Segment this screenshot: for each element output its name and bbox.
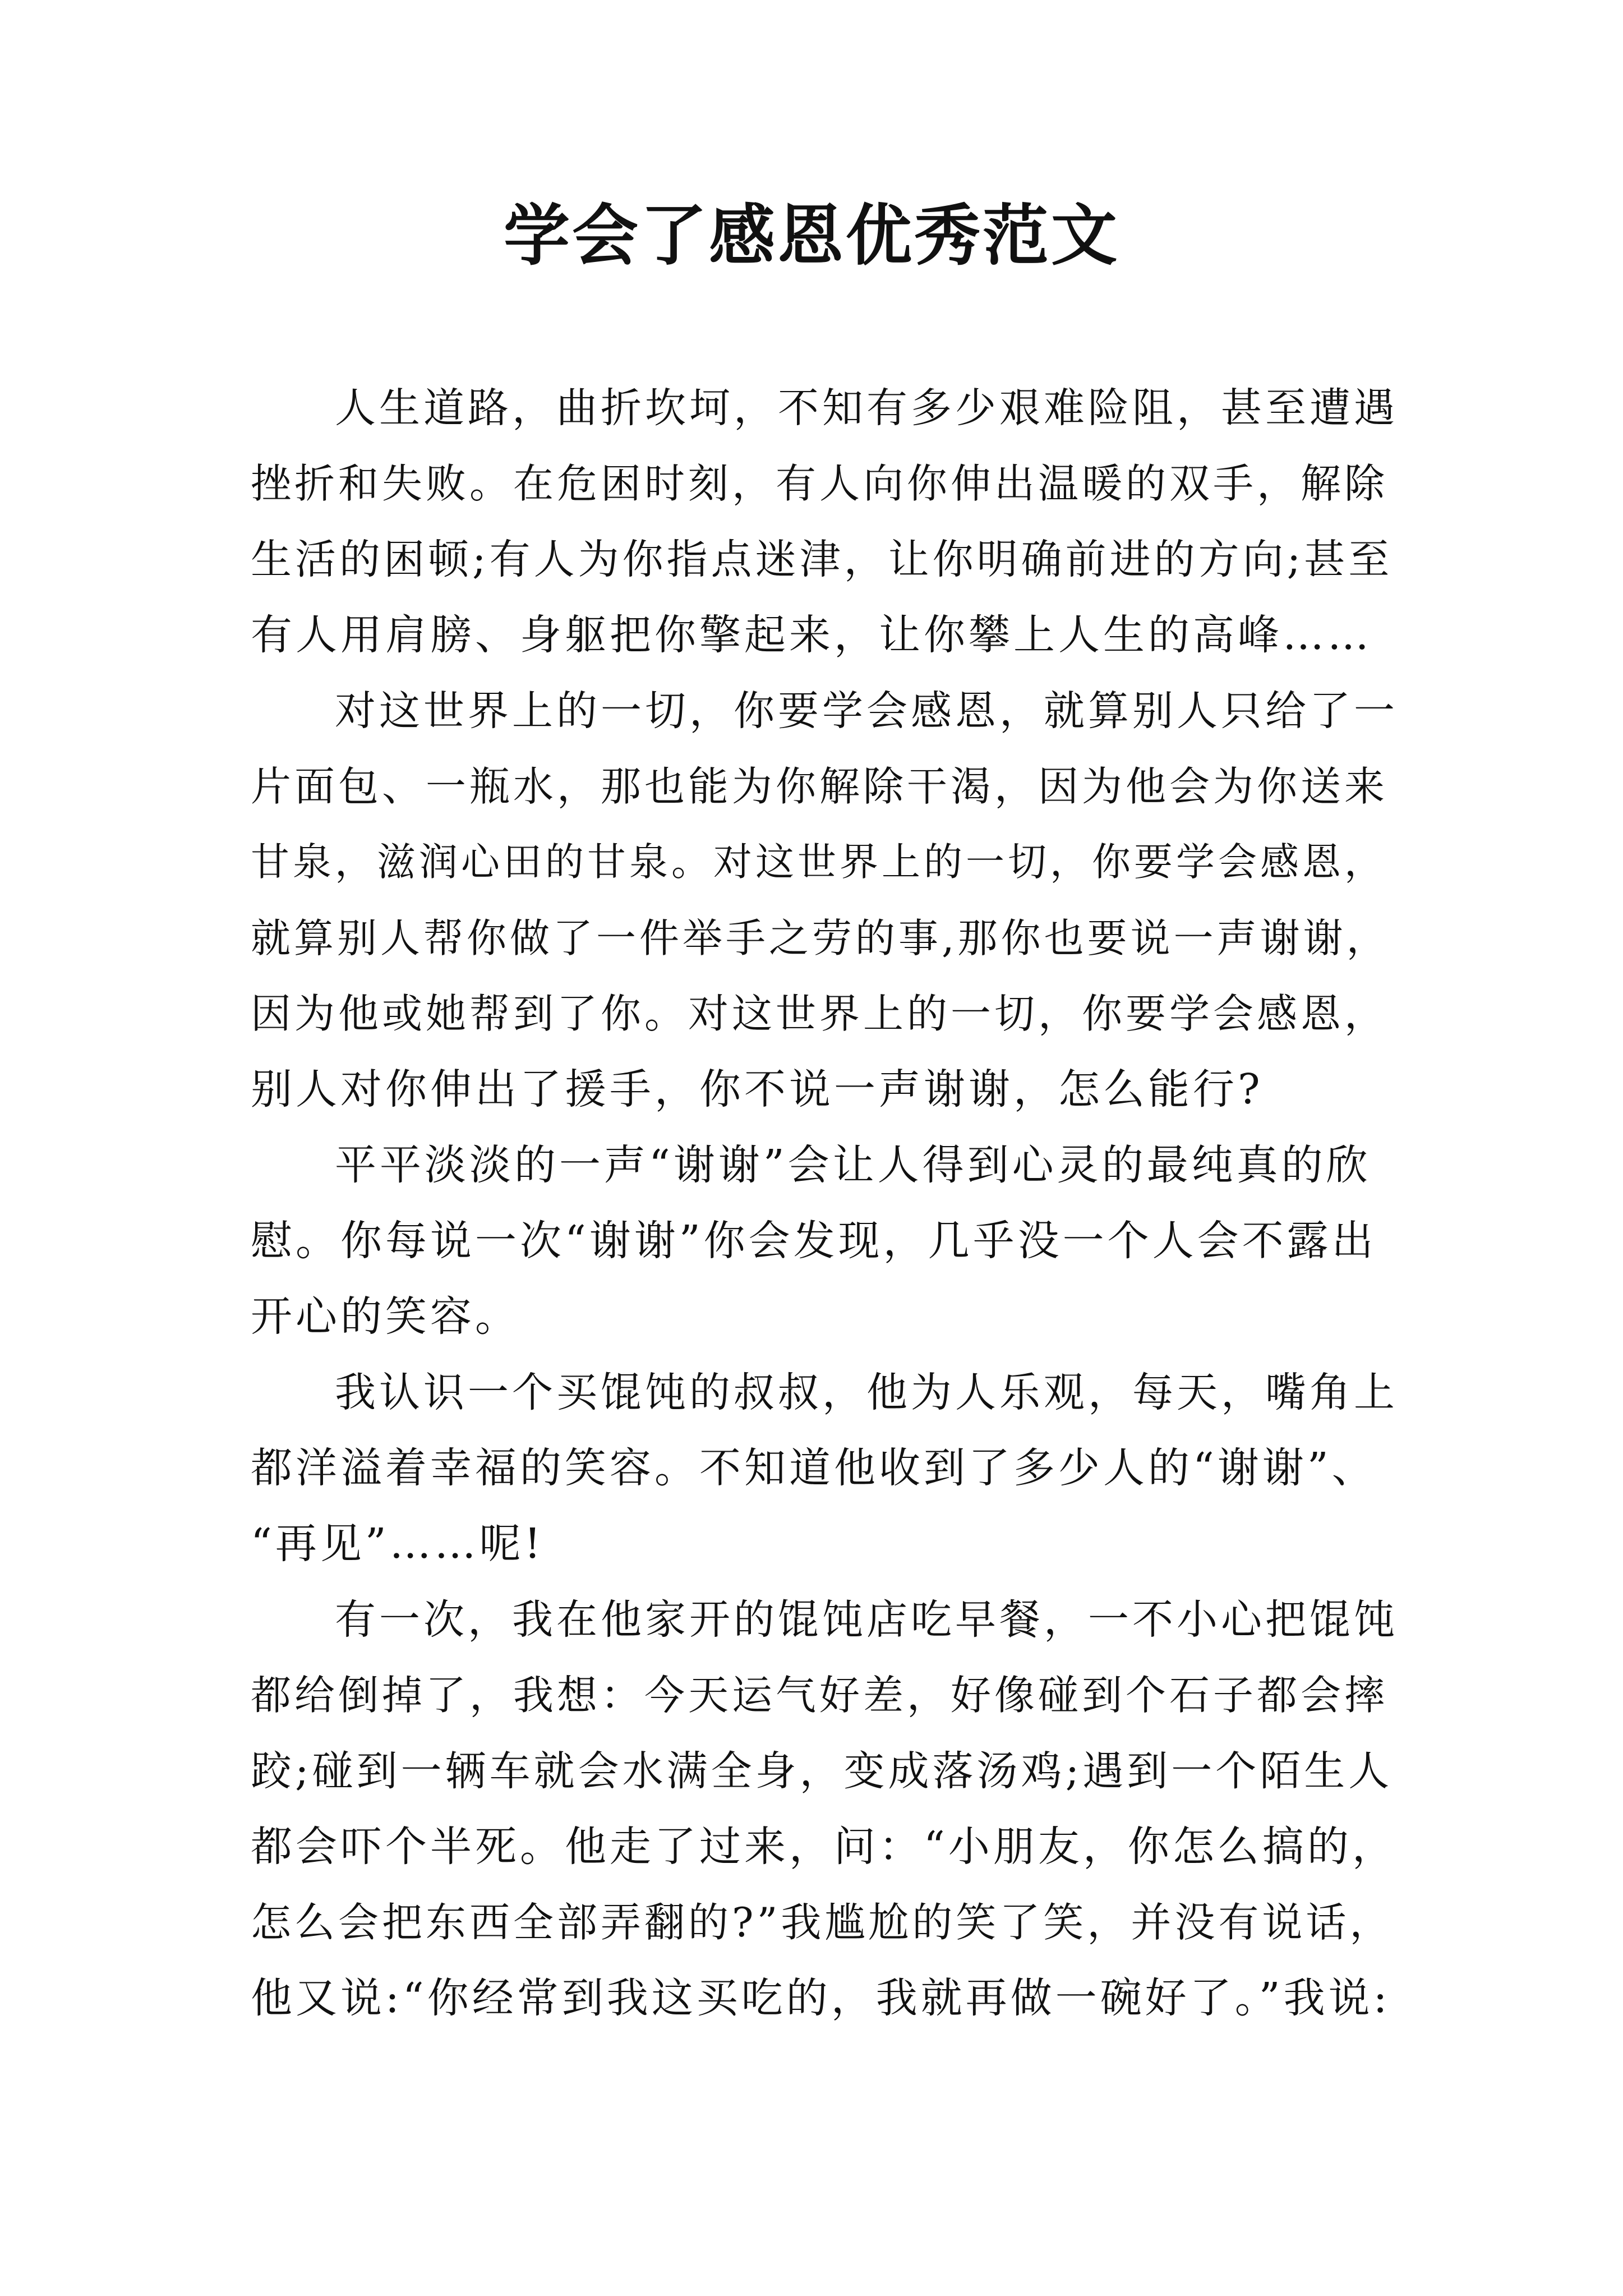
text-line: 因为他或她帮到了你。对这世界上的一切，你要学会感恩， (251, 990, 1389, 1037)
text-line: 我认识一个买馄饨的叔叔，他为人乐观，每天，嘴角上 (335, 1369, 1398, 1416)
text-line: 平平淡淡的一声“谢谢”会让人得到心灵的最纯真的欣 (335, 1141, 1371, 1189)
text-line: 生活的困顿;有人为你指点迷津，让你明确前进的方向;甚至 (251, 536, 1393, 583)
text-line: 就算别人帮你做了一件举手之劳的事,那你也要说一声谢谢， (251, 915, 1390, 961)
text-line: 有人用肩膀、身躯把你擎起来，让你攀上人生的高峰…… (251, 611, 1372, 659)
text-line: 跤;碰到一辆车就会水满全身，变成落汤鸡;遇到一个陌生人 (251, 1747, 1393, 1795)
text-line: 怎么会把东西全部弄翻的?”我尴尬的笑了笑，并没有说话， (251, 1899, 1394, 1946)
document-title: 学会了感恩优秀范文 (503, 196, 1119, 274)
text-line: 有一次，我在他家开的馄饨店吃早餐，一不小心把馄饨 (335, 1596, 1398, 1644)
text-line: 他又说:“你经常到我这买吃的，我就再做一碗好了。”我说: (251, 1974, 1391, 2022)
document-body (251, 370, 1400, 2036)
text-line: 都会吓个半死。他走了过来，问：“小朋友，你怎么搞的， (251, 1823, 1397, 1871)
text-line: 人生道路，曲折坎坷，不知有多少艰难险阻，甚至遭遇 (335, 384, 1398, 432)
text-line: 片面包、一瓶水，那也能为你解除干渴，因为他会为你送来 (251, 763, 1389, 810)
text-line: 对这世界上的一切，你要学会感恩，就算别人只给了一 (335, 687, 1398, 735)
text-line: 甘泉，滋润心田的甘泉。对这世界上的一切，你要学会感恩， (251, 840, 1386, 885)
text-line: “再见”……呢! (251, 1520, 545, 1568)
text-line: 开心的笑容。 (251, 1292, 520, 1341)
text-line: 都给倒掉了，我想：今天运气好差，好像碰到个石子都会摔 (251, 1672, 1389, 1719)
text-line: 慰。你每说一次“谢谢”你会发现，几乎没一个人会不露出 (251, 1217, 1377, 1265)
text-line: 挫折和失败。在危困时刻，有人向你伸出温暖的双手，解除 (251, 460, 1389, 507)
text-line: 别人对你伸出了援手，你不说一声谢谢，怎么能行? (251, 1065, 1264, 1114)
text-line: 都洋溢着幸福的笑容。不知道他收到了多少人的“谢谢”、 (251, 1444, 1377, 1492)
